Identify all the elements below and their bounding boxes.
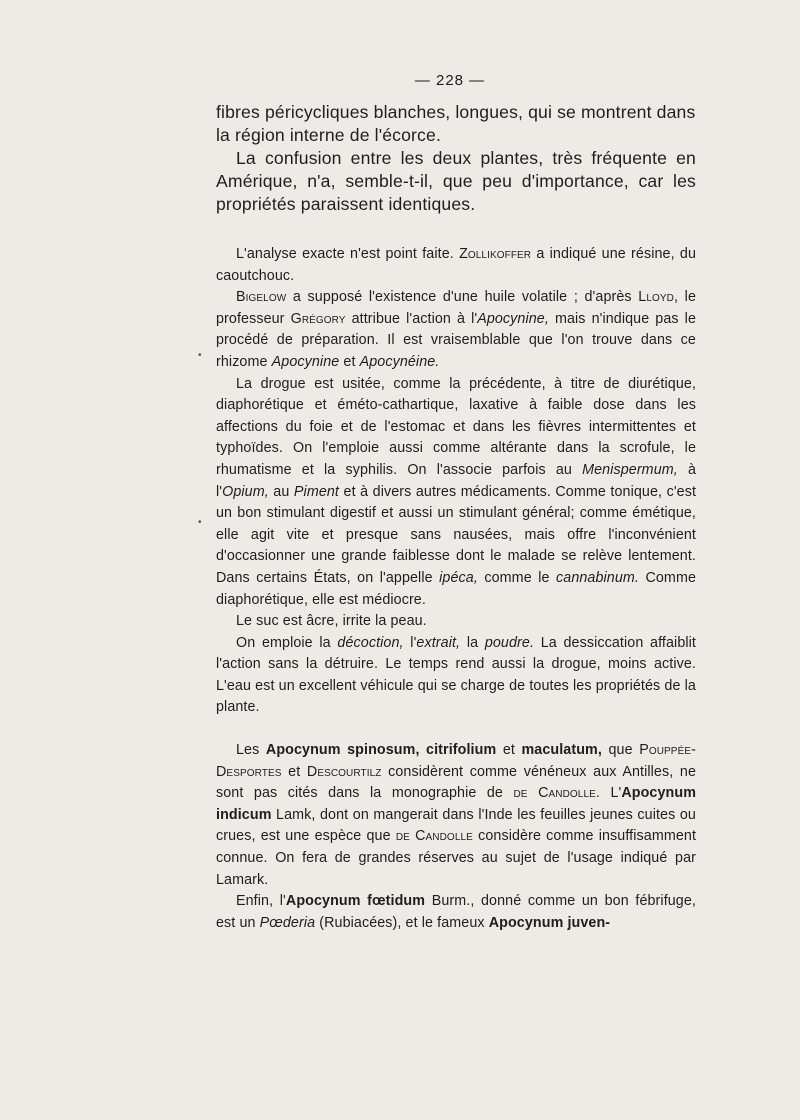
intro-line-2: la région interne de l'écorce. xyxy=(216,125,441,145)
paragraph-foetidum: Enfin, l'Apocynum fœtidum Burm., donné comme un bon fébrifuge, est un Pœderia (Rubiacées), et le fameux Apocynum juven- xyxy=(216,893,696,931)
paragraph-analyse: L'analyse exacte n'est point faite. Zollikoffer a indiqué une résine, du caoutchouc. xyxy=(216,246,696,284)
paragraph-emploi: On emploie la décoction, l'extrait, la poudre. La dessiccation affaiblit l'action sans la détruire. Le temps rend aussi la drogue, moins active. L'eau est un excellent véhicule qui se charge de toutes les propriétés de la plante. xyxy=(216,634,696,716)
paragraph-suc: Le suc est âcre, irrite la peau. xyxy=(236,613,427,630)
intro-block xyxy=(216,101,696,216)
margin-speck: • xyxy=(198,517,202,528)
intro-paragraph-confusion: La confusion entre les deux plantes, très fréquente en Amérique, n'a, semble-t-il, que peu d'importance, car les propriétés paraissent identiques. xyxy=(216,148,696,214)
body-text xyxy=(216,244,696,934)
paragraph-usage: La drogue est usitée, comme la précédente, à titre de diurétique, diaphorétique et éméto-cathartique, laxative à faible dose dans les affections du foie et de l'estomac et dans les fièvres intermittentes et typhoïdes. On l'emploie aussi comme altérante dans la scrofule, le rhumatisme et la syphilis. On l'associe parfois au Menispermum, à l'Opium, au Piment et à divers autres médicaments. Comme tonique, c'est un bon stimulant digestif et aussi un stimulant général; comme émétique, elle agit vite et presque sans nausées, mais offre l'inconvénient d'occasionner une grande faiblesse dont le malade se relève lentement. Dans certains États, on l'appelle ipéca, comme le cannabinum. Comme diaphorétique, elle est médiocre. xyxy=(216,375,697,608)
page-number: — 228 — xyxy=(414,72,486,89)
margin-speck: • xyxy=(198,350,202,361)
paragraph-bigelow: Bigelow a supposé l'existence d'une huile volatile ; d'après Lloyd, le professeur Grégory attribue l'action à l'Apocynine, mais n'indique pas le procédé de préparation. Il est vraisemblable que l'on trouve dans ce rhizome Apocynine et Apocynéine. xyxy=(216,289,696,370)
intro-line-1: fibres péricycliques blanches, longues, qui se montrent dans xyxy=(216,102,696,122)
paragraph-apocynum-species: Les Apocynum spinosum, citrifolium et maculatum, que Pouppée-Desportes et Descourtilz considèrent comme vénéneux aux Antilles, ne sont pas cités dans la monographie de de Candolle. L'Apocynum indicum Lamk, dont on mangerait dans l'Inde les feuilles jeunes cuites ou crues, est une espèce que de Candolle considère comme insuffisamment connue. On fera de grandes réserves au sujet de l'usage indiqué par Lamark. xyxy=(216,742,697,888)
